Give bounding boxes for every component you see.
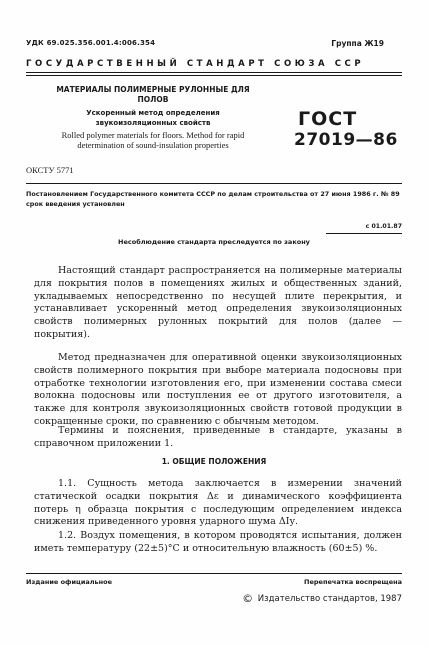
clause-1-1-text: 1.1. Сущность метода заключается в измерении значений статической осадки покрытия Δε и динамического коэффициента потерь η образца покрытия с последующим определением индекса снижения приведенного уровня ударного шума ΔIу. (34, 478, 402, 528)
gost-label: ГОСТ (298, 108, 358, 130)
intro-text: Настоящий стандарт распространяется на полимерные материалы для покрытия полов в помещениях жилых и общественных зданий, укладываемых непосредственно по несущей плите перекрытия, и устанавливает ускоренный метод определения звукоизоляционных свойств полимерных рулонных покрытий для полов (далее — покрытия). (34, 265, 402, 340)
effective-date: с 01.01.87 (365, 223, 402, 230)
subtitle-russian: Ускоренный метод определения звукоизоляционных свойств (86, 109, 220, 127)
title-block (48, 85, 258, 150)
title-russian: МАТЕРИАЛЫ ПОЛИМЕРНЫЕ РУЛОННЫЕ ДЛЯ ПОЛОВ (56, 85, 250, 104)
copyright-icon: © (242, 592, 254, 605)
terms-text: Термины и пояснения, приведенные в стандарте, указаны в справочном приложении 1. (34, 425, 402, 449)
reprint-prohibited-label: Перепечатка воспрещена (304, 578, 402, 586)
standard-header-band: ГОСУДАРСТВЕННЫЙ СТАНДАРТ СОЮЗА ССР (26, 59, 365, 69)
header-rule-thin (26, 75, 402, 76)
purpose-paragraph (34, 352, 402, 429)
compliance-warning: Несоблюдение стандарта преследуется по закону (118, 238, 310, 246)
clause-1-1 (34, 478, 402, 529)
footer-rule (26, 573, 402, 574)
official-edition-label: Издание официальное (26, 578, 113, 586)
intro-paragraph (34, 265, 402, 342)
decree-text: Постановлением Государственного комитета СССР по делам строительства от 27 июня 1986 г. № 89 срок введения установлен (26, 190, 400, 208)
terms-paragraph (34, 425, 402, 451)
title-english: Rolled polymer materials for floors. Method for rapid determination of sound-insulation properties (61, 130, 245, 150)
okstu-code: ОКСТУ 5771 (26, 165, 74, 175)
section-rule (26, 183, 402, 184)
clause-1-2 (34, 530, 402, 556)
header-rule-thick (26, 72, 402, 73)
publisher-line (242, 592, 402, 605)
clause-1-2-text: 1.2. Воздух помещения, в котором проводятся испытания, должен иметь температуру (22±5)°С и относительную влажность (60±5) %. (34, 530, 402, 554)
gost-number: 27019—86 (294, 130, 398, 150)
udk-code: УДК 69.025.356.001.4:006.354 (26, 39, 156, 47)
section-title: 1. ОБЩИЕ ПОЛОЖЕНИЯ (161, 457, 267, 466)
purpose-text: Метод предназначен для оперативной оценки звукоизоляционных свойств полимерного покрытия при выборе материала подосновы при отработке технологии изготовления его, при изменении состава смеси волокна подосновы или поступления ее от другого изготовителя, а также для контроля звукоизоляционных свойств готовой продукции в сокращенные сроки, по сравнению с обычным методом. (34, 352, 402, 427)
group-code: Группа Ж19 (331, 39, 384, 48)
publisher-name: Издательство стандартов, 1987 (257, 594, 402, 604)
effective-date-rule (326, 233, 402, 234)
